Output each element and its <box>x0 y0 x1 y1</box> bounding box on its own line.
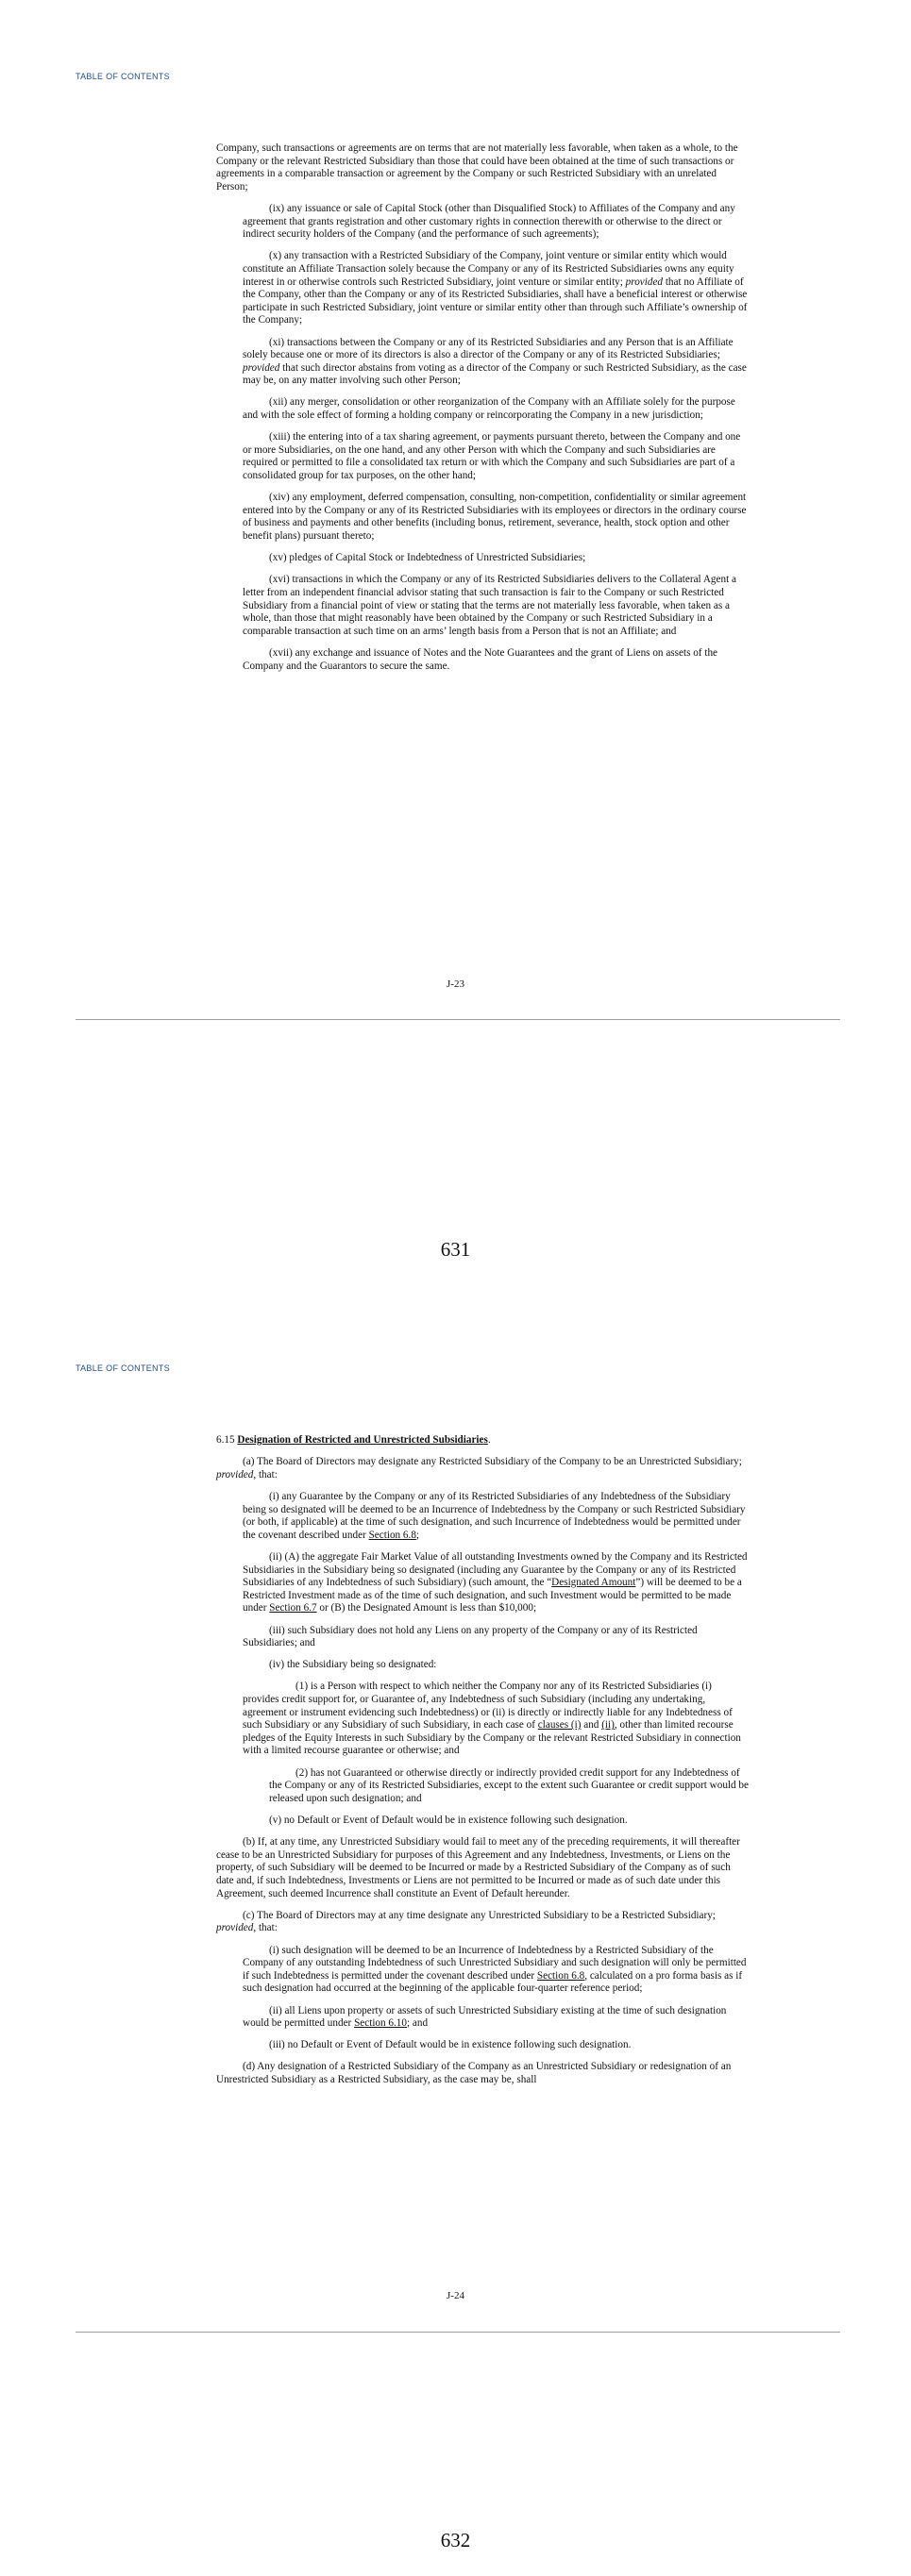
paragraph: Company, such transactions or agreements are on terms that are not materially less favorable, when taken as a whole, to the Company or the relevant Restricted Subsidiary than those that could have been obtained at the time of such transactions or agreements in a comparable transaction or agreement by the Company or such Restricted Subsidiary with an unrelated Person; <box>216 142 738 192</box>
paragraph: (ix) any issuance or sale of Capital Stock (other than Disqualified Stock) to Affiliates of the Company and any agreement that grants registration and other customary rights in connection therewith or otherwise to the direct or indirect security holders of the Company (and the performance of such agreements); <box>243 202 735 241</box>
paragraph: (xvii) any exchange and issuance of Notes and the Note Guarantees and the grant of Liens on assets of the Company and the Guarantors to secure the same. <box>243 646 717 672</box>
page-divider <box>76 1019 840 1020</box>
paragraph: (xvi) transactions in which the Company or any of its Restricted Subsidiaries delivers to the Collateral Agent a letter from an independent financial advisor stating that such transaction is fair to the Company or such Restricted Subsidiary from a financial point of view or stating that the terms are not materially less favorable, when taken as a whole, than those that might reasonably have been obtained by the Company or such Restricted Subsidiary in a comparable transaction at such time on an arms’ length basis from a Person that is not an Affiliate; and <box>243 574 736 637</box>
paragraph: (iii) no Default or Event of Default would be in existence following such designation. <box>269 2039 632 2051</box>
page-footer-label: J-24 <box>447 2290 464 2301</box>
table-of-contents-link[interactable]: TABLE OF CONTENTS <box>76 72 170 81</box>
section-6-8-link[interactable]: Section 6.8 <box>536 1969 585 1982</box>
paragraph: (d) Any designation of a Restricted Subsidiary of the Company as an Unrestricted Subsidiary or redesignation of an Unrestricted Subsidiary as a Restricted Subsidiary, as the case may be, shall <box>216 2061 732 2086</box>
paragraph: (iv) the Subsidiary being so designated: <box>269 1659 437 1671</box>
paragraph: (v) no Default or Event of Default would be in existence following such designation. <box>269 1815 628 1826</box>
paragraph: (c) The Board of Directors may at any time designate any Unrestricted Subsidiary to be a Restricted Subsidiary; provided, that: <box>216 1909 716 1934</box>
paragraph: (iii) such Subsidiary does not hold any Liens on any property of the Company or any of its Restricted Subsidiaries; and <box>243 1624 698 1649</box>
paragraph: (xiii) the entering into of a tax sharing agreement, or payments pursuant thereto, between the Company and one or more Subsidiaries, on the one hand, and any other Person with which the Company and such Subsidiaries are required or permitted to file a consolidated tax return or with which the Company and such Subsidiaries are part of a consolidated group for tax purposes, on the other hand; <box>243 431 741 482</box>
paragraph: (xv) pledges of Capital Stock or Indebtedness of Unrestricted Subsidiaries; <box>269 552 586 564</box>
section-6-7-link[interactable]: Section 6.7 <box>269 1602 317 1614</box>
paragraph: (ii) all Liens upon property or assets of such Unrestricted Subsidiary existing at the time of such designation would be permitted under Section 6.10; and <box>243 2004 727 2030</box>
paragraph: (xii) any merger, consolidation or other reorganization of the Company with an Affiliate solely for the purpose and with the sole effect of forming a holding company or reincorporating the Company in a new jurisdiction; <box>243 396 735 422</box>
page-number: 631 <box>440 1238 471 1261</box>
section-heading: 6.15 Designation of Restricted and Unrestricted Subsidiaries. <box>216 1434 491 1446</box>
section-6-10-link[interactable]: Section 6.10 <box>354 2017 407 2030</box>
paragraph: (i) any Guarantee by the Company or any of its Restricted Subsidiaries of any Indebtedness of the Subsidiary being so designated will be deemed to be an Incurrence of Indebtedness by the Company or such Restricted Subsidiary (or both, if applicable) at the time of such designation, and such Incurrence of Indebtedness would be permitted under the covenant described under Section 6.8; <box>243 1490 746 1541</box>
paragraph: (b) If, at any time, any Unrestricted Subsidiary would fail to meet any of the preceding requirements, it will thereafter cease to be an Unrestricted Subsidiary for purposes of this Agreement and any Indebtedness, Investments, or Liens on the property, of such Subsidiary will be deemed to be Incurred or made by a Restricted Subsidiary of the Company as of such date and, if such Indebtedness, Investments or Liens are not permitted to be Incurred or made as of such date under this Agreement, such deemed Incurrence shall constitute an Event of Default hereunder. <box>216 1836 740 1899</box>
clause-ii-link[interactable]: (ii) <box>601 1719 615 1731</box>
paragraph: (1) is a Person with respect to which neither the Company nor any of its Restricted Subsidiaries (i) provides credit support for, or Guarantee of, any Indebtedness of such Subsidiary (including any undertaking, agreement or instrument evidencing such Indebtedness) or (ii) is directly or indirectly liable for any Indebtedness of such Subsidiary or any Subsidiary of such Subsidiary, in each case of clauses (i) and (ii), other than limited recourse pledges of the Equity Interests in such Subsidiary by the Company or the relevant Restricted Subsidiary in connection with a limited recourse guarantee or otherwise; and <box>243 1681 741 1757</box>
page-divider <box>76 2332 840 2333</box>
page-body-j23 <box>216 142 751 682</box>
clause-i-link[interactable]: clauses (i) <box>537 1719 582 1731</box>
page-number: 632 <box>440 2529 471 2551</box>
table-of-contents-link[interactable]: TABLE OF CONTENTS <box>76 1363 170 1373</box>
paragraph: (2) has not Guaranteed or otherwise directly or indirectly provided credit support for any Indebtedness of the Company or any of its Restricted Subsidiaries, except to the extent such Guarantee or credit support would be released upon such designation; and <box>269 1766 749 1804</box>
paragraph: (x) any transaction with a Restricted Subsidiary of the Company, joint venture or similar entity which would constitute an Affiliate Transaction solely because the Company or any of its Restricted Subsidiaries owns any equity interest in or otherwise controls such Restricted Subsidiary, joint venture or similar entity; provided that no Affiliate of the Company, other than the Company or any of its Restricted Subsidiaries, shall have a beneficial interest or otherwise participate in such Restricted Subsidiary, joint venture or similar entity other than through such Affiliate’s ownership of the Company; <box>243 250 748 326</box>
paragraph: (ii) (A) the aggregate Fair Market Value of all outstanding Investments owned by the Company and its Restricted Subsidiaries in the Subsidiary being so designated (including any Guarantee by the Company or any of its Restricted Subsidiaries of any Indebtedness of such Subsidiary) (such amount, the “Designated Amount”) will be deemed to be a Restricted Investment made as of the time of such designation, and such Investment would be permitted to be made under Section 6.7 or (B) the Designated Amount is less than $10,000; <box>243 1550 748 1614</box>
paragraph: (a) The Board of Directors may designate any Restricted Subsidiary of the Company to be an Unrestricted Subsidiary; provided, that: <box>216 1456 742 1480</box>
section-6-8-link[interactable]: Section 6.8 <box>368 1529 416 1541</box>
page-footer-label: J-23 <box>447 979 464 990</box>
paragraph: (xi) transactions between the Company or any of its Restricted Subsidiaries and any Person that is an Affiliate solely because one or more of its directors is also a director of the Company or any of its Restricted Subsidiaries; provided that such director abstains from voting as a director of the Company or such Restricted Subsidiary, as the case may be, on any matter involving such other Person; <box>243 336 747 387</box>
paragraph: (i) such designation will be deemed to be an Incurrence of Indebtedness by a Restricted Subsidiary of the Company of any outstanding Indebtedness of such Unrestricted Subsidiary and such designation will only be permitted if such Indebtedness is permitted under the covenant described under Section 6.8, calculated on a pro forma basis as if such designation had occurred at the beginning of the applicable four-quarter reference period; <box>243 1944 747 1995</box>
paragraph: (xiv) any employment, deferred compensation, consulting, non-competition, confidentiality or similar agreement entered into by the Company or any of its Restricted Subsidiaries with its employees or directors in the ordinary course of business and payments and other benefits (including bonus, retirement, severance, health, stock option and other benefit plans) pursuant thereto; <box>243 492 747 542</box>
page-body-j24 <box>216 1434 751 2096</box>
section-title: Designation of Restricted and Unrestricted Subsidiaries <box>237 1434 488 1446</box>
